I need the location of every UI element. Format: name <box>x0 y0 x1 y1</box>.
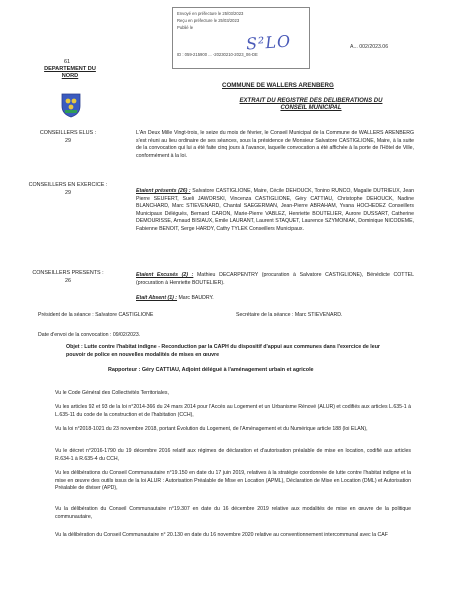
department-name: DEPARTEMENT DU NORD <box>44 66 96 79</box>
absents-line <box>136 295 214 301</box>
vu-clause: Vu le Code Général des Collectivités Territoriales, <box>55 390 169 396</box>
convocation-date: Date d'envoi de la convocation : 09/02/2023. <box>38 332 141 338</box>
elus-label: CONSEILLERS ELUS : <box>39 130 97 136</box>
elus-block <box>22 130 114 145</box>
presents-list: Salvatore CASTIGLIONE, Maire, Cécile DEHOUCK, Tonino RUNCO, Magalie DUTRIEUX, Jean Pierre SEUFERT, Sueli JAWORSKI, Vincenza CASTIGLIONE, Géry CATTIAU, Christophe DEHOUCK, Nadine BLANCHARD, Marc STIEVENARD, Chantal SAEGERMAN, Jean-Pierre ABRAHAM, Yvana HOCHEDEZ Conseillers Municipaux Délégués, Bernard CARON, Marie-Pierre VABLEZ, Henriette BOUTELIER, Aurore DUSSART, Catherine DEMOURISSE, Arnaud BISIAUX, Emile LAURANT, Laurent STAQUET, Laurence SZYMONIAK, Dominique NICODEME, Fabienne BENOIT, Serge HARDY, Cathy TYLEK Conseillers Municipaux. <box>136 188 414 232</box>
exercice-label: CONSEILLERS EN EXERCICE : <box>28 182 108 188</box>
excuses-list: Mathieu DECARPENTRY (procuration à Salvatore CASTIGLIONE), Bénédicte COTTEL (procuration à Henriette BOUTELIER). <box>136 272 414 286</box>
presents-count: 26 <box>65 277 71 284</box>
stamp-line: Publié le <box>177 25 194 30</box>
excuses-heading: Etaient Excusés (2) : <box>136 272 194 278</box>
intro-paragraph: L'An Deux Mille Vingt-trois, le seize du mois de février, le Conseil Municipal de la Commune de WALLERS ARENBERG s'est réuni au lieu ordinaire de ses séances, sous la présidence de Monsieur Salvatore CASTIGLIONE, Maire, à la suite de la convocation qui lui a été faite cinq jours à l'avance, laquelle convocation a été affichée à la porte de l'Hôtel de Ville, conformément à la loi. <box>136 130 414 159</box>
vu-clause: Vu la délibération du Conseil Communautaire n° 20.130 en date du 16 novembre 2020 relative au conventionnement intercommunal avec la CAF <box>55 532 388 538</box>
vu-clause: Vu les délibérations du Conseil Communautaire n°19.150 en date du 17 juin 2019, relatives à la stratégie coordonnée de lutte contre l'habitat indigne et la mise en œuvre des outils issus de la loi ALUR : Autorisation Préalable de Mise en Location (APML), Déclaration de Mise en Location (DML) et Autorisation Préalable de diviser (APD), <box>55 470 411 491</box>
vu-clause: Vu la délibération du Conseil Communautaire n°19.307 en date du 16 décembre 2019 relative aux modalités de mise en œuvre de la politique communautaire, <box>55 506 411 520</box>
secretary-line: Secrétaire de la séance : Marc STIEVENARD. <box>236 312 343 318</box>
rapporteur-line: Rapporteur : Géry CATTIAU, Adjoint délégué à l'aménagement urbain et agricole <box>108 367 314 373</box>
stamp-line: Envoyé en préfecture le 25/03/2023 <box>177 11 244 16</box>
absents-list: Marc BAUDRY. <box>178 295 214 301</box>
vu-clause: Vu le décret n°2016-1790 du 19 décembre 2016 relatif aux régimes de déclaration et d'autorisation préalable de mise en location, codifié aux articles R.634-1 à R.635-4 du CCH, <box>55 448 411 462</box>
presents-heading: Etaient présents (26) : <box>136 188 191 194</box>
presents-paragraph <box>136 188 414 233</box>
exercice-block <box>22 182 114 197</box>
coat-of-arms-icon <box>60 92 82 118</box>
elus-count: 29 <box>65 137 71 144</box>
exercice-count: 29 <box>65 189 71 196</box>
stamp-line: Reçu en préfecture le 25/03/2023 <box>177 18 240 23</box>
vu-clause: Vu les articles 92 et 93 de la loi n°2014-366 du 24 mars 2014 pour l'Accès au Logement et un Urbanisme Rénové (ALUR) et codifiés aux articles L.635-1 à L.635-11 du code de la construction et de l'habitation (CCH), <box>55 404 411 418</box>
presents-label: CONSEILLERS PRESENTS : <box>32 270 104 276</box>
vu-clause: Vu la loi n°2018-1021 du 23 novembre 2018, portant Évolution du Logement, de l'Aménagement et du Numérique article 188 (loi ELAN), <box>55 426 368 432</box>
handwritten-mark: S²LO <box>245 31 292 54</box>
stamp-line: ID : 059-215900 ... -20230210-2023_06-DE <box>177 52 258 57</box>
president-line: Président de la séance : Salvatore CASTIGLIONE <box>38 312 154 318</box>
presents-block <box>22 270 114 285</box>
excuses-paragraph <box>136 272 414 287</box>
commune-title: COMMUNE DE WALLERS ARENBERG <box>222 82 334 89</box>
department-number: 61 <box>64 59 71 65</box>
extract-title: EXTRAIT DU REGISTRE DES DELIBERATIONS DU CONSEIL MUNICIPAL <box>239 98 383 111</box>
absents-heading: Etait Absent (1) : <box>136 295 178 301</box>
document-reference: A... 002/2023.06 <box>350 44 389 50</box>
subject-line: Objet : Lutte contre l'habitat indigne - Reconduction par la CAPH du dispositif d'appui aux communes dans l'exercice de leur pouvoir de police en nouvelles modalités de mises en œuvre <box>66 344 380 358</box>
